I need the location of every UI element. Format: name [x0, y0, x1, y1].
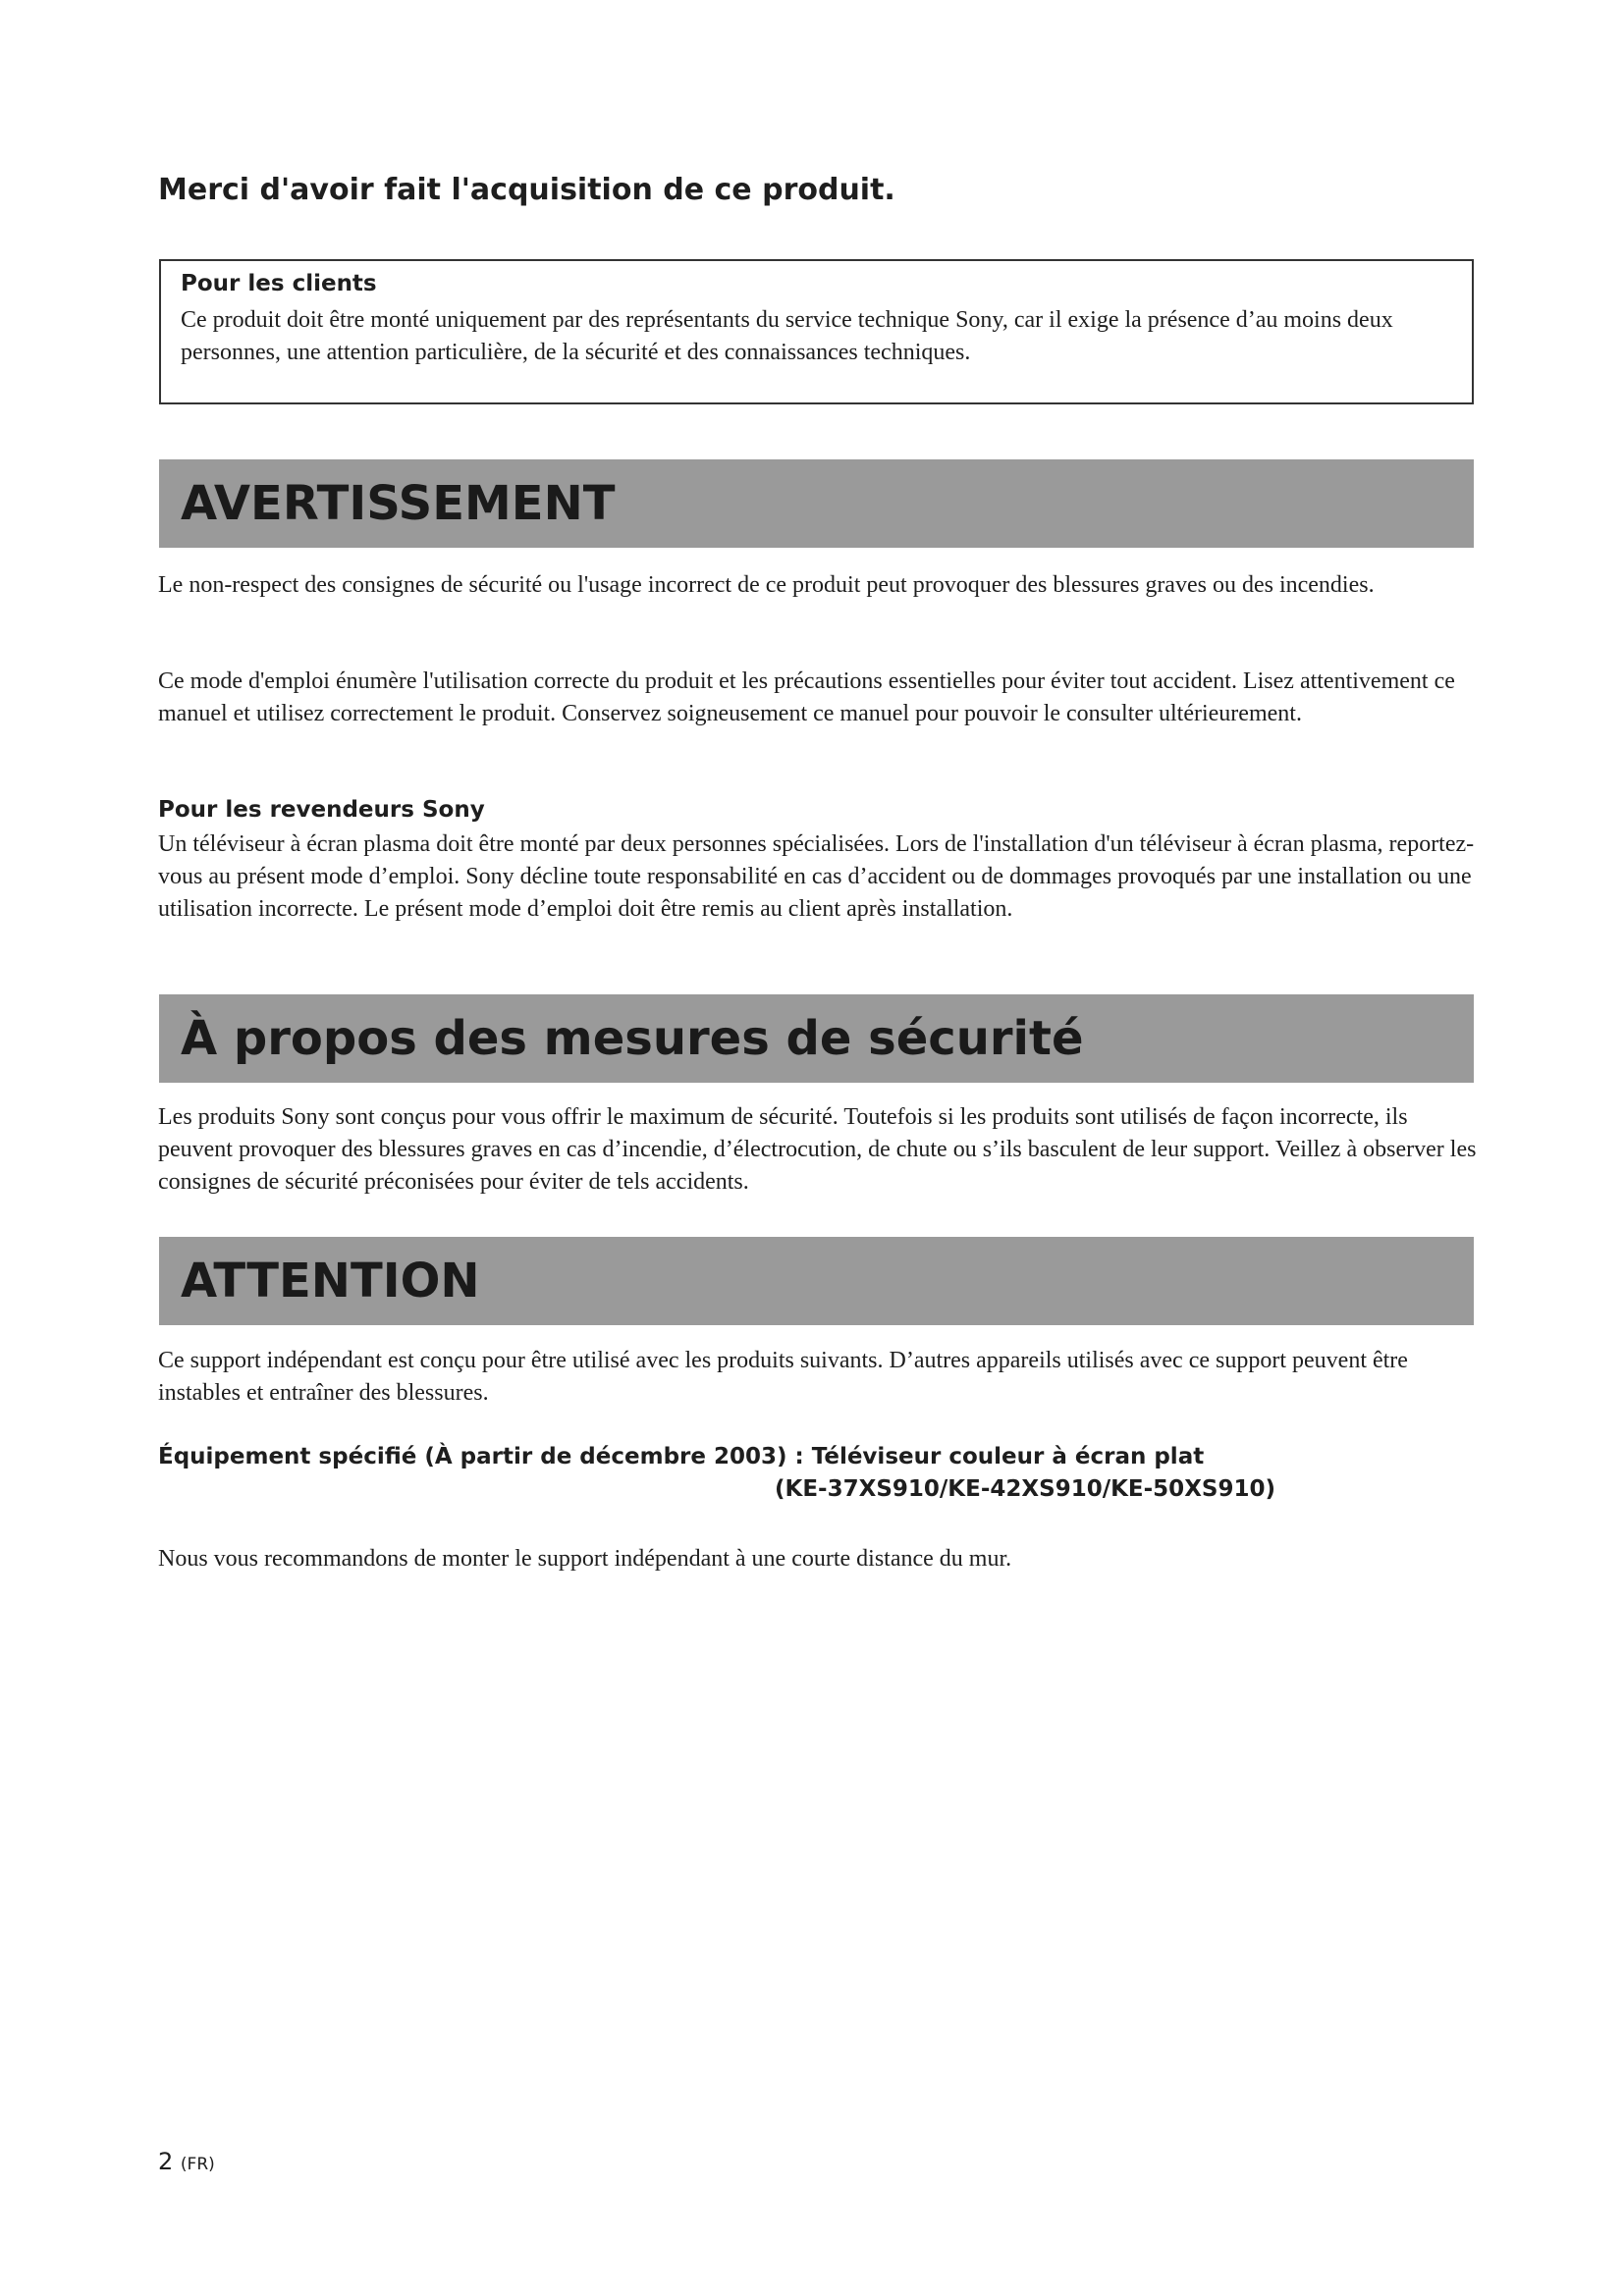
avertissement-banner	[159, 459, 1474, 548]
avertissement-heading: AVERTISSEMENT	[181, 476, 616, 531]
securite-banner	[159, 994, 1474, 1083]
dealers-subheading: Pour les revendeurs Sony	[158, 797, 485, 823]
attention-banner	[159, 1237, 1474, 1325]
customer-notice-text: Ce produit doit être monté uniquement par des représentants du service technique Sony, car il exige la présence d’au moins deux personnes, une attention particulière, de la sécurité et des connaissances techniques.	[181, 307, 1393, 365]
attention-paragraph-1: Ce support indépendant est conçu pour être utilisé avec les produits suivants. D’autres appareils utilisés avec ce support peuvent être instables et entraîner des blessures.	[158, 1348, 1408, 1406]
avertissement-paragraph-2: Ce mode d'emploi énumère l'utilisation correcte du produit et les précautions essentielles pour éviter tout accident. Lisez attentivement ce manuel et utilisez correctement le produit. Conservez soigneusement ce manuel pour pouvoir le consulter ultérieurement.	[158, 668, 1455, 726]
page-number-value: 2	[158, 2148, 174, 2175]
page-number	[158, 2148, 215, 2175]
securite-paragraph: Les produits Sony sont conçus pour vous offrir le maximum de sécurité. Toutefois si les produits sont utilisés de façon incorrecte, ils peuvent provoquer des blessures graves en cas d’incendie, d’électrocution, de chute ou s’ils basculent de leur support. Veillez à observer les consignes de sécurité préconisées pour éviter de tels accidents.	[158, 1104, 1477, 1195]
dealers-paragraph: Un téléviseur à écran plasma doit être monté par deux personnes spécialisées. Lors de l'installation d'un téléviseur à écran plasma, reportez-vous au présent mode d’emploi. Sony décline toute responsabilité en cas d’accident ou de dommages provoqués par une installation ou une utilisation incorrecte. Le présent mode d’emploi doit être remis au client après installation.	[158, 831, 1475, 922]
attention-heading: ATTENTION	[181, 1254, 480, 1308]
customer-notice-title: Pour les clients	[181, 271, 377, 296]
specified-equipment-line: Équipement spécifié (À partir de décembre 2003) : Téléviseur couleur à écran plat	[158, 1444, 1205, 1469]
page-language-code: (FR)	[180, 2155, 215, 2174]
page-title: Merci d'avoir fait l'acquisition de ce produit.	[158, 173, 895, 207]
customer-notice-box	[159, 259, 1474, 404]
specified-equipment-models: (KE-37XS910/KE-42XS910/KE-50XS910)	[775, 1476, 1276, 1502]
avertissement-paragraph-1: Le non-respect des consignes de sécurité ou l'usage incorrect de ce produit peut provoquer des blessures graves ou des incendies.	[158, 572, 1375, 598]
attention-paragraph-2: Nous vous recommandons de monter le support indépendant à une courte distance du mur.	[158, 1546, 1012, 1572]
specified-equipment	[158, 1441, 1275, 1506]
securite-heading: À propos des mesures de sécurité	[181, 1011, 1084, 1066]
